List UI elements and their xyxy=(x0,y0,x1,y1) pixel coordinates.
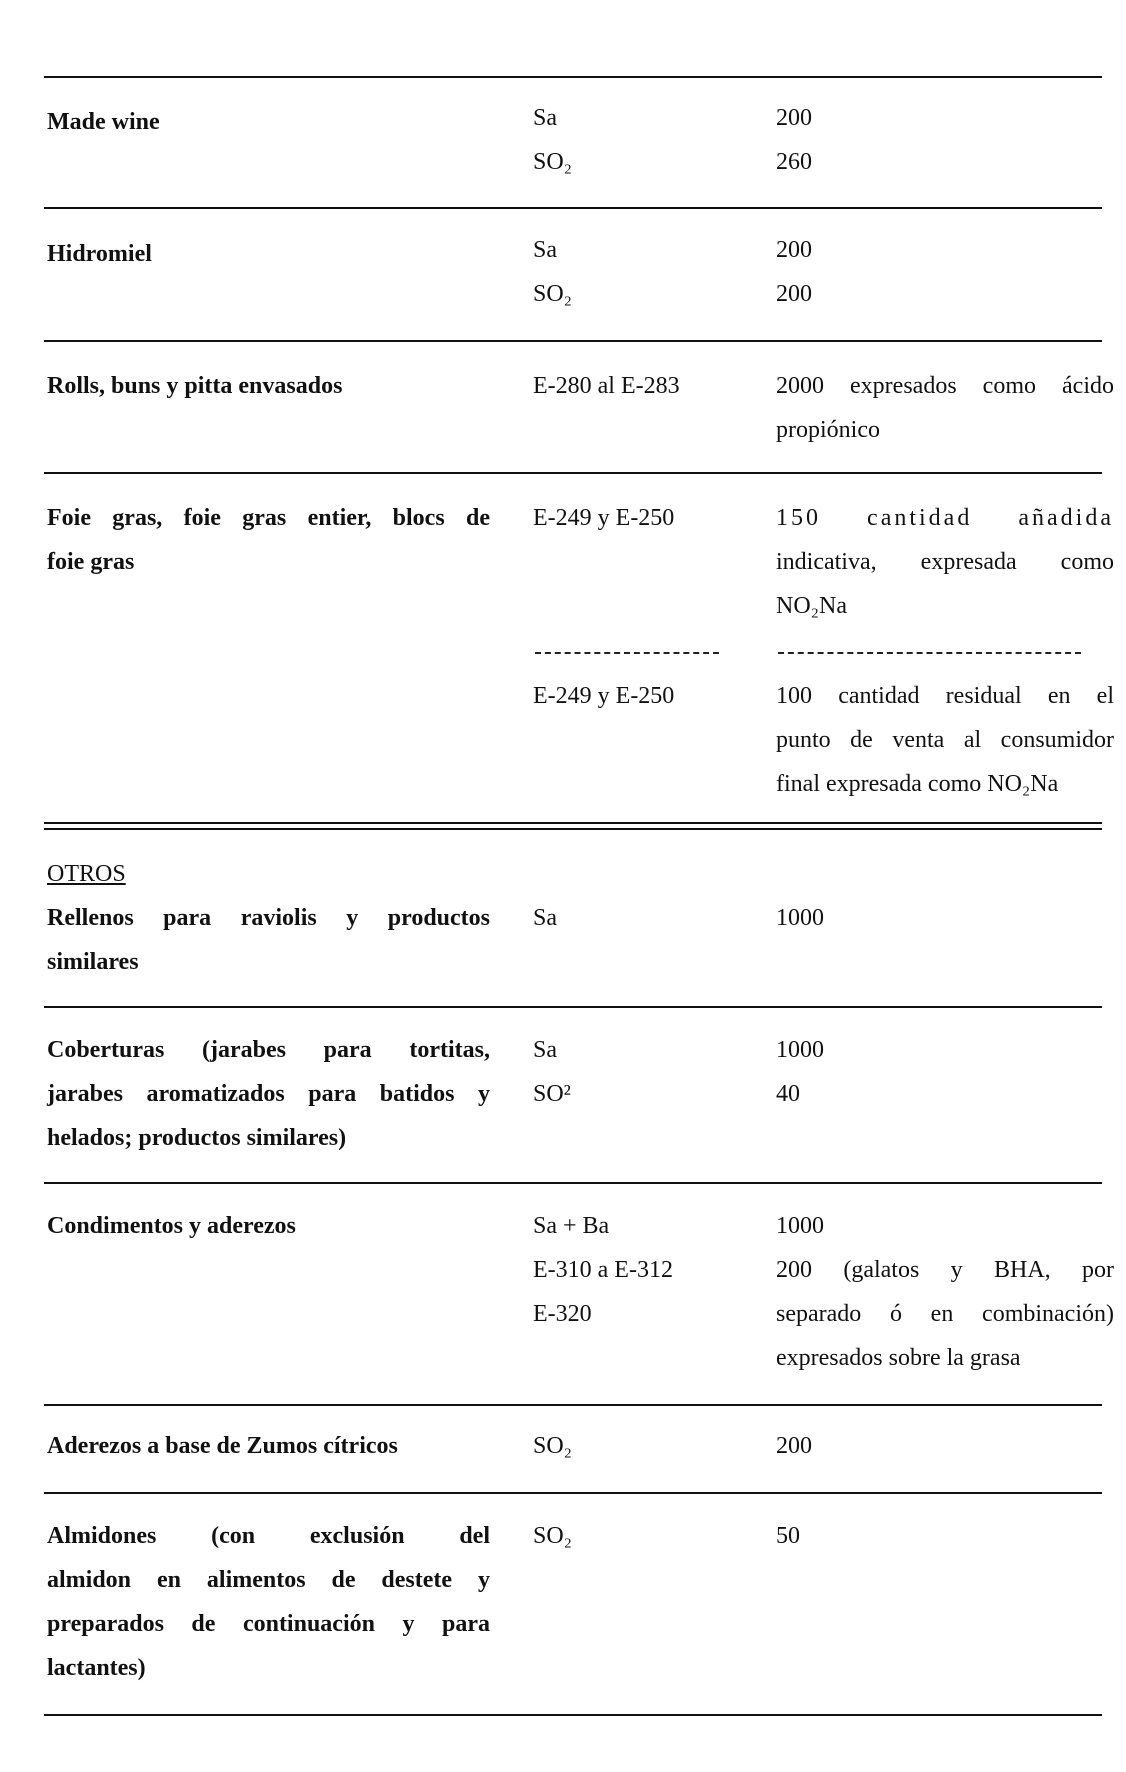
limit-value: indicativa, expresada como xyxy=(776,549,1114,575)
product-label: Hidromiel xyxy=(47,241,152,267)
additive-list xyxy=(533,96,733,184)
product-name xyxy=(47,896,490,984)
additive-code: SO₂ xyxy=(533,281,573,307)
additive-code: Sa xyxy=(533,1037,557,1063)
limit-value: 150 cantidad añadida xyxy=(776,505,1114,531)
additive-list xyxy=(533,364,733,408)
product-label: Made wine xyxy=(47,109,160,135)
additive-code: E-249 y E-250 xyxy=(533,505,675,531)
limit-value: final expresada como NO₂Na xyxy=(776,771,1059,797)
product-label: Almidones (con exclusión del xyxy=(47,1523,490,1549)
table-bottom-rule xyxy=(44,1714,1102,1716)
product-name xyxy=(47,100,490,144)
additive-list xyxy=(533,496,733,540)
product-label: almidon en alimentos de destete y xyxy=(47,1567,490,1593)
additive-list xyxy=(533,228,733,316)
additive-list xyxy=(533,1204,733,1336)
product-label: Foie gras, foie gras entier, blocs de xyxy=(47,505,490,531)
additive-code: SO₂ xyxy=(533,149,573,175)
limit-list xyxy=(776,1028,1114,1116)
limit-value: 200 (galatos y BHA, por xyxy=(776,1257,1114,1283)
row-divider xyxy=(44,1492,1102,1494)
limit-list xyxy=(776,1424,1114,1468)
additive-code: Sa + Ba xyxy=(533,1213,610,1239)
row-divider xyxy=(44,340,1102,342)
limit-value: 200 xyxy=(776,105,812,131)
limit-value: 2000 expresados como ácido xyxy=(776,373,1114,399)
additive-code: Sa xyxy=(533,105,557,131)
limit-value: 200 xyxy=(776,281,812,307)
additive-code: Sa xyxy=(533,237,557,263)
limit-list xyxy=(776,96,1114,184)
limit-value: NO₂Na xyxy=(776,593,848,619)
product-label: Condimentos y aderezos xyxy=(47,1213,296,1239)
limit-list xyxy=(776,896,1114,940)
additive-code: SO² xyxy=(533,1081,571,1107)
product-name xyxy=(47,1028,490,1160)
additive-list xyxy=(533,674,733,718)
section-heading xyxy=(47,852,490,896)
additive-list xyxy=(533,1514,733,1558)
section-double-divider xyxy=(44,822,1102,830)
limit-value: 1000 xyxy=(776,1037,824,1063)
table-top-rule xyxy=(44,76,1102,78)
limit-list xyxy=(776,1204,1114,1380)
row-divider xyxy=(44,472,1102,474)
limit-value: expresados sobre la grasa xyxy=(776,1345,1021,1371)
product-label: Coberturas (jarabes para tortitas, xyxy=(47,1037,490,1063)
product-name xyxy=(47,1204,490,1248)
row-divider xyxy=(44,1404,1102,1406)
product-label: Aderezos a base de Zumos cítricos xyxy=(47,1433,398,1459)
product-label: foie gras xyxy=(47,549,135,575)
limit-value: 200 xyxy=(776,237,812,263)
additive-code: E-249 y E-250 xyxy=(533,683,675,709)
product-label: helados; productos similares) xyxy=(47,1125,347,1151)
limit-value: propiónico xyxy=(776,417,880,443)
limit-list xyxy=(776,228,1114,316)
limit-value: 50 xyxy=(776,1523,800,1549)
additive-code: Sa xyxy=(533,905,557,931)
row-divider xyxy=(44,207,1102,209)
product-name xyxy=(47,232,490,276)
additive-list xyxy=(533,1028,733,1116)
product-name xyxy=(47,364,490,408)
limit-value: 40 xyxy=(776,1081,800,1107)
limit-value: separado ó en combinación) xyxy=(776,1301,1114,1327)
additive-code: SO₂ xyxy=(533,1433,573,1459)
sub-row-dashed-divider xyxy=(535,652,719,654)
product-name xyxy=(47,496,490,584)
product-name xyxy=(47,1424,490,1468)
additive-code: SO₂ xyxy=(533,1523,573,1549)
product-label: lactantes) xyxy=(47,1655,146,1681)
product-label: preparados de continuación y para xyxy=(47,1611,490,1637)
product-label: Rellenos para raviolis y productos xyxy=(47,905,490,931)
limit-value: 200 xyxy=(776,1433,812,1459)
limit-value: 1000 xyxy=(776,1213,824,1239)
product-label: Rolls, buns y pitta envasados xyxy=(47,373,343,399)
limit-value: punto de venta al consumidor xyxy=(776,727,1114,753)
product-label: jarabes aromatizados para batidos y xyxy=(47,1081,490,1107)
product-name xyxy=(47,1514,490,1690)
additive-code: E-280 al E-283 xyxy=(533,373,680,399)
limit-value: 100 cantidad residual en el xyxy=(776,683,1114,709)
additive-code: E-310 a E-312 xyxy=(533,1257,673,1283)
product-label: similares xyxy=(47,949,139,975)
limit-list xyxy=(776,674,1114,806)
limit-list xyxy=(776,1514,1114,1558)
additive-code: E-320 xyxy=(533,1301,592,1327)
limit-value: 260 xyxy=(776,149,812,175)
additive-list xyxy=(533,896,733,940)
row-divider xyxy=(44,1006,1102,1008)
row-divider xyxy=(44,1182,1102,1184)
limit-list xyxy=(776,364,1114,452)
limit-value: 1000 xyxy=(776,905,824,931)
section-heading-label: OTROS xyxy=(47,861,126,887)
sub-row-dashed-divider xyxy=(778,652,1081,654)
additive-list xyxy=(533,1424,733,1468)
limit-list xyxy=(776,496,1114,628)
